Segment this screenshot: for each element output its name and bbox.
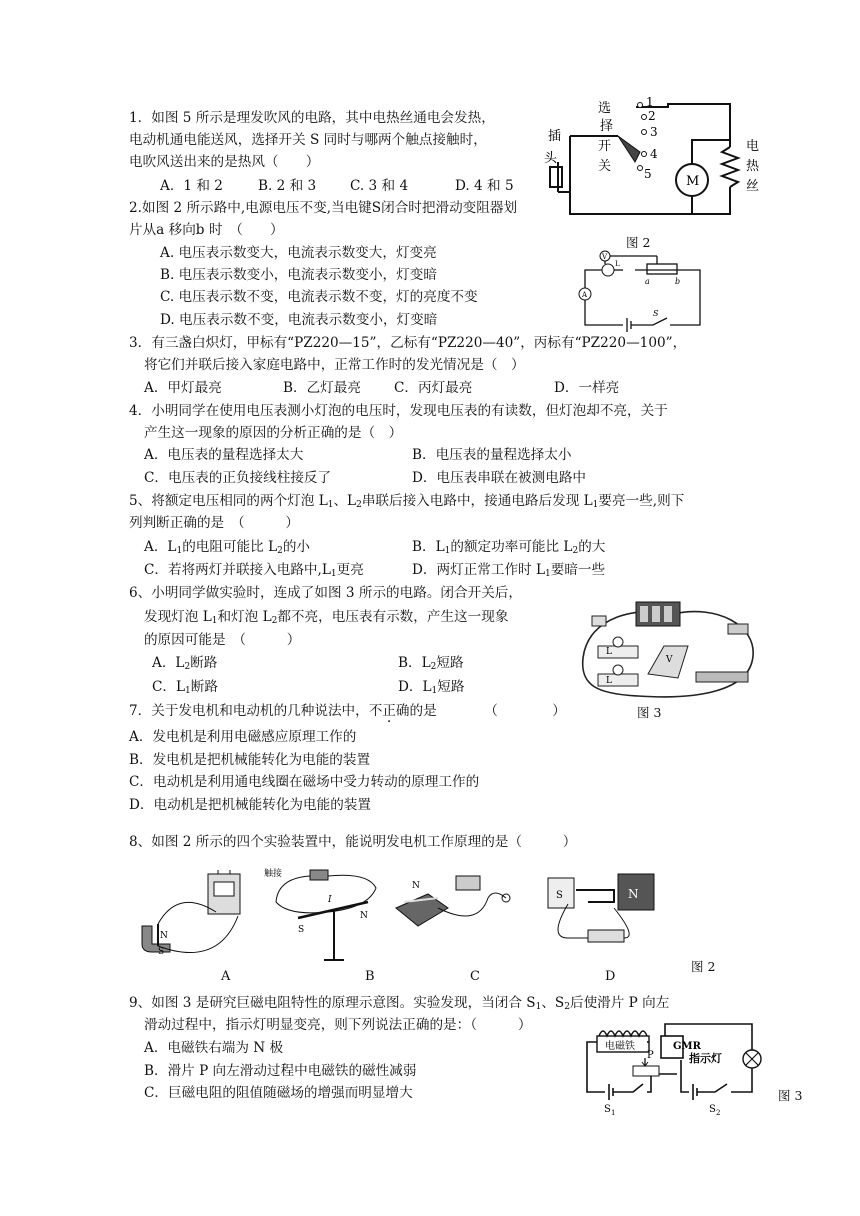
q6-circuit-photo-figure [578, 596, 758, 704]
apparatus-c [396, 876, 510, 926]
q6-option-c: C．$L_1$断路 [152, 679, 218, 696]
q4-option-a: A．电压表的量程选择太大 [144, 447, 304, 463]
s2-label: S [709, 1104, 716, 1115]
electromagnet-coil-icon [599, 1031, 647, 1036]
q6-line-1: 6、小明同学做实验时，连成了如图 3 所示的电路。闭合开关后， [129, 585, 522, 601]
q3-line-2: 将它们并联后接入家庭电路中，正常工作时的发光情况是（ ） [144, 357, 525, 373]
q8-figure-c-label: C [470, 969, 480, 984]
q4-option-c: C．电压表的正负接线柱接反了 [144, 470, 332, 486]
q8-apparatus-figures [128, 868, 688, 964]
q1-option-a: A．1 和 2 [160, 178, 223, 194]
lamp-icon [602, 264, 614, 276]
q6-option-d: D．$L_1$短路 [398, 679, 465, 696]
svg-text:S: S [158, 947, 165, 957]
q5-option-a: A．$L_1$的电阻可能比 $L_2$的小 [144, 539, 311, 556]
hairdryer-circuit-figure [540, 92, 770, 222]
voltmeter-label: V [602, 253, 608, 261]
battery-box-icon [456, 876, 480, 890]
q5-line-2: 列判断正确的是 （ ） [129, 515, 299, 531]
q2-option-c: C. 电压表示数不变，电流表示数不变，灯的亮度不变 [160, 289, 478, 305]
gmr-circuit-figure [577, 1022, 767, 1116]
motor-label: M [686, 174, 700, 189]
q8-figure-caption: 图 2 [691, 959, 716, 974]
q6-option-b: B．$L_2$短路 [398, 655, 464, 672]
q6-figure-caption: 图 3 [637, 705, 662, 720]
apparatus-d [548, 874, 654, 942]
s1-label: S [604, 1104, 611, 1115]
selector-switch-icon [618, 136, 640, 162]
plug-icon [550, 167, 562, 187]
rheostat-a-label: a [645, 277, 650, 286]
q4-option-d: D．电压表串联在被测电路中 [412, 470, 587, 486]
rheostat-icon [696, 672, 748, 682]
q7-option-d: D．电动机是把机械能转化为电能的装置 [129, 797, 371, 813]
q7-emphasis: 不正确 [368, 703, 410, 719]
q3-line-1: 3．有三盏白炽灯，甲标有“PZ220—15”，乙标有“PZ220—40”，丙标有“PZ220—100”， [129, 335, 687, 351]
q7-stem: 7．关于发电机和电动机的几种说法中，不正确的是 （ ） [129, 703, 566, 719]
lamp-l1-icon [613, 665, 623, 675]
q2-option-b: B. 电压表示数变小，电流表示数变小，灯变暗 [160, 267, 437, 283]
q2-figure-caption: 图 2 [626, 235, 651, 250]
q8-stem: 8、如图 2 所示的四个实验装置中，能说明发电机工作原理的是（ ） [129, 834, 577, 850]
svg-text:N: N [628, 887, 639, 901]
svg-text:S: S [556, 890, 563, 901]
select-label-1: 选 [598, 101, 612, 116]
q2-option-d: D. 电压表示数不变，电流表示数变小，灯变暗 [160, 312, 438, 328]
q2-option-a: A. 电压表示数变大，电流表示数变大，灯变亮 [160, 245, 437, 261]
q5-option-b: B．$L_1$的额定功率可能比 $L_2$的大 [412, 539, 606, 556]
q8-figure-d-label: D [605, 969, 616, 984]
q8-figure-a-label: A [221, 969, 231, 984]
contact-2: 2 [648, 109, 656, 123]
rheostat-b-label: b [675, 277, 681, 286]
plug-label-2: 头 [544, 151, 558, 166]
q1-option-c: C. 3 和 4 [350, 178, 409, 194]
q9-option-b: B．滑片 P 向左滑动过程中电磁铁的磁性减弱 [144, 1063, 417, 1079]
contact-5: 5 [644, 167, 652, 181]
lamp-l2-icon [613, 637, 623, 647]
q9-line-2: 滑动过程中，指示灯明显变亮，则下列说法正确的是：（ ） [144, 1017, 532, 1033]
q2-line-1: 2.如图 2 所示路中,电源电压不变,当电键S闭合时把滑动变阻器划 [129, 200, 518, 216]
gmr-label: GMR [673, 1041, 701, 1052]
svg-text:I: I [328, 895, 332, 905]
q9-option-c: C．巨磁电阻的阻值随磁场的增强而明显增大 [144, 1085, 413, 1101]
svg-text:N: N [360, 911, 368, 921]
ammeter-label: A [582, 291, 588, 299]
heater-label-1: 电 [746, 139, 760, 154]
svg-text:S: S [298, 925, 305, 935]
select-label-3: 开 [598, 139, 612, 154]
svg-text:2: 2 [716, 1109, 721, 1116]
select-label-2: 择 [600, 119, 614, 134]
q6-line-2: 发现灯泡 $L_1$和灯泡 $L_2$都不亮，电压表有示数，产生这一现象 [144, 609, 509, 626]
q5-option-c: C．若将两灯并联接入电路中$,L_1$更亮 [144, 562, 364, 579]
rheostat-icon [633, 1066, 659, 1076]
q5-line-1: 5、将额定电压相同的两个灯泡 $L_1$、$L_2$串联后接入电路中，接通电路后发现 $L_1$要亮一些,则下 [129, 493, 685, 510]
apparatus-b [264, 868, 376, 960]
indicator-label: 指示灯 [689, 1052, 722, 1065]
q1-line-3: 电吹风送出来的是热风（ ） [129, 154, 320, 170]
svg-text:N: N [412, 881, 420, 891]
q7-option-c: C．电动机是利用通电线圈在磁场中受力转动的原理工作的 [129, 774, 480, 790]
svg-text:N: N [160, 931, 168, 941]
q3-option-b: B．乙灯最亮 [283, 380, 361, 396]
switch-label: S [653, 309, 659, 318]
plug-label-1: 插 [548, 129, 562, 144]
lamp-label: L [615, 260, 620, 268]
heater-label-2: 热 [746, 159, 760, 174]
q3-option-a: A．甲灯最亮 [144, 380, 222, 396]
q1-line-2: 电动机通电能送风，选择开关 S 同时与哪两个触点接触时， [129, 132, 487, 148]
q8-figure-b-label: B [365, 969, 375, 984]
p-label: P [647, 1050, 654, 1061]
heater-label-3: 丝 [746, 179, 760, 194]
v-label: V [666, 655, 673, 665]
select-label-4: 关 [598, 159, 612, 174]
contact-1: 1 [646, 95, 654, 109]
q6-option-a: A．$L_2$断路 [152, 655, 218, 672]
q3-option-d: D．一样亮 [554, 380, 620, 396]
electromagnet-label: 电磁铁 [605, 1041, 635, 1052]
q7-option-a: A．发电机是利用电磁感应原理工作的 [129, 729, 357, 745]
l2-label: L [606, 647, 612, 657]
contact-3: 3 [650, 125, 658, 139]
q9-figure-caption: 图 3 [778, 1088, 803, 1103]
q5-option-d: D．两灯正常工作时 $L_1$要暗一些 [412, 562, 606, 579]
apparatus-a [142, 870, 240, 957]
switch-icon [728, 624, 748, 634]
q1-option-d: D. 4 和 5 [455, 178, 514, 194]
q4-option-b: B．电压表的量程选择太小 [412, 447, 572, 463]
svg-text:1: 1 [611, 1109, 616, 1116]
q1-line-1: 1．如图 5 所示是理发吹风的电路，其中电热丝通电会发热， [129, 110, 495, 126]
q7-option-b: B．发电机是把机械能转化为电能的装置 [129, 752, 371, 768]
svg-text:触接: 触接 [264, 869, 283, 879]
q3-option-c: C．丙灯最亮 [394, 380, 473, 396]
q2-line-2: 片从a 移向b 时 （ ） [129, 222, 284, 238]
q1-option-b: B. 2 和 3 [258, 178, 317, 194]
lamp-l2-holder [598, 646, 638, 658]
battery-icon [310, 870, 328, 880]
q4-line-1: 4．小明同学在使用电压表测小灯泡的电压时，发现电压表的有读数，但灯泡却不亮，关于 [129, 403, 668, 419]
lamp-l1-holder [598, 674, 638, 686]
q4-line-2: 产生这一现象的原因的分析正确的是（ ） [144, 425, 403, 441]
q9-line-1: 9、如图 3 是研究巨磁电阻特性的原理示意图。实验发现，当闭合 $S_1$、$S_2$后使滑片 P 向左 [129, 995, 670, 1012]
q9-option-a: A．电磁铁右端为 N 极 [144, 1040, 284, 1056]
q6-line-3: 的原因可能是 （ ） [144, 632, 301, 648]
q2-circuit-figure [575, 250, 715, 332]
contact-4: 4 [650, 147, 658, 161]
l1-label: L [606, 676, 612, 686]
